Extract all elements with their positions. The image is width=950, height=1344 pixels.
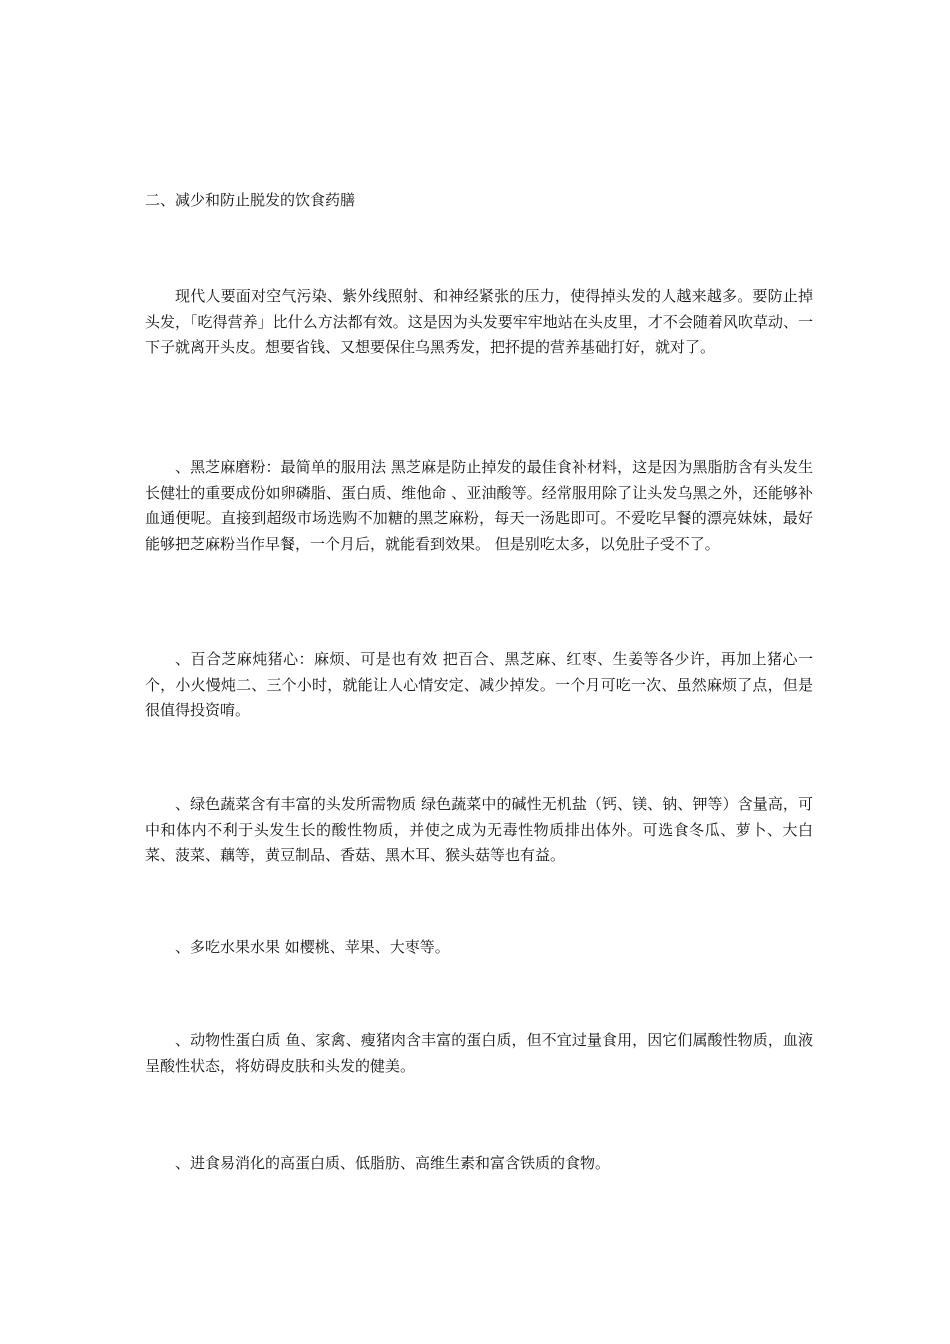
item-fruit: 、多吃水果水果 如樱桃、苹果、大枣等。 (175, 938, 450, 956)
item-green-vegetables: 、绿色蔬菜含有丰富的头发所需物质 绿色蔬菜中的碱性无机盐（钙、镁、钠、钾等）含量高，可中和体内不利于头发生长的酸性物质，并使之成为无毒性物质排出体外。可选食冬瓜、萝卜、大白菜、菠菜、藕等，黄豆制品、香菇、黑木耳、猴头菇等也有益。 (145, 795, 813, 864)
item-lily-sesame-pork-heart: 、百合芝麻炖猪心：麻烦、可是也有效 把百合、黑芝麻、红枣、生姜等各少许，再加上猪心一个，小火慢炖二、三个小时，就能让人心情安定、减少掉发。一个月可吃一次、虽然麻烦了点，但是很值得投资唷。 (145, 650, 813, 719)
item-animal-protein: 、动物性蛋白质 鱼、家禽、瘦猪肉含丰富的蛋白质，但不宜过量食用，因它们属酸性物质，血液呈酸性状态，将妨碍皮肤和头发的健美。 (145, 1031, 813, 1075)
section-heading: 二、减少和防止脱发的饮食药膳 (145, 191, 356, 209)
item-digestible-food: 、进食易消化的高蛋白质、低脂肪、高维生素和富含铁质的食物。 (175, 1154, 611, 1172)
intro-paragraph: 现代人要面对空气污染、紫外线照射、和神经紧张的压力，使得掉头发的人越来越多。要防止掉头发，「吃得营养」比什么方法都有效。这是因为头发要牢牢地站在头皮里，才不会随着风吹草动、一下子就离开头皮。想要省钱、又想要保住乌黑秀发，把抔提的营养基础打好，就对了。 (145, 287, 813, 356)
item-black-sesame-powder: 、黑芝麻磨粉：最简单的服用法 黑芝麻是防止掉发的最佳食补材料，这是因为黑脂肪含有头发生长健壮的重要成份如卵磷脂、蛋白质、维他命 、亚油酸等。经常服用除了让头发乌黑之外，还能够补血通便呢。直接到超级市场选购不加糖的黑芝麻粉，每天一汤匙即可。不爱吃早餐的漂亮妹妹，最好能够把芝麻粉当作早餐，一个月后，就能看到效果。 但是别吃太多，以免肚子受不了。 (145, 458, 813, 553)
